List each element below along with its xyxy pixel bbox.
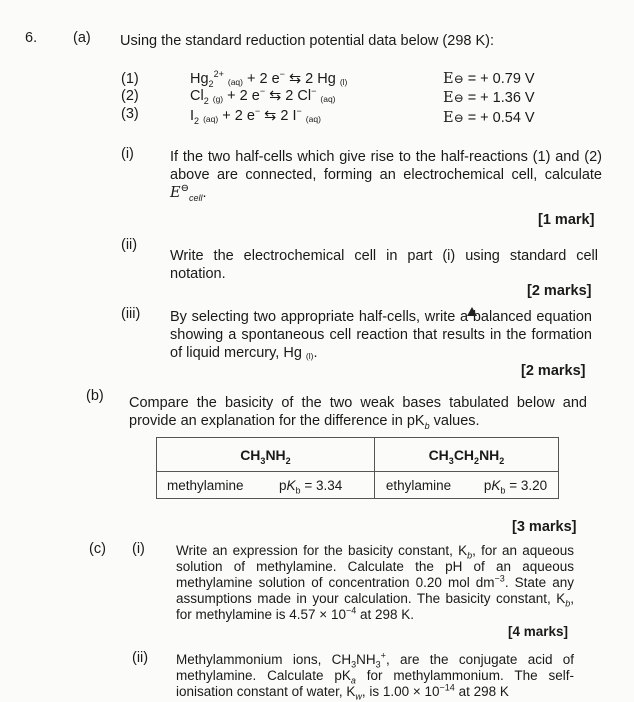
reaction-number: (1) — [121, 71, 139, 87]
table-header-ethylamine: $CH_3CH_2NH_2$ — [374, 438, 558, 472]
sub-i-marks: [1 mark] — [538, 212, 595, 228]
reaction-potential: E⊖ = + 1.36 V — [443, 90, 535, 106]
part-b-label: (b) — [86, 388, 104, 404]
table-cell-methylamine: methylamine $pK_b = 3.34$ — [157, 472, 375, 499]
reaction-potential: E⊖ = + 0.54 V — [443, 110, 535, 126]
bases-table — [156, 437, 559, 499]
part-c-i-marks: [4 marks] — [508, 624, 569, 639]
part-a-intro: Using the standard reduction potential data below (298 K): — [120, 33, 495, 49]
part-c-i-label: (i) — [132, 541, 145, 557]
reaction-potential: E⊖ = + 0.79 V — [443, 71, 535, 87]
part-c-i-text: Write an expression for the basicity constant, $K_b$, for an aqueous solution of methylamine. Calculate the pH of an aqueous methylamine solution of concentration 0.20 mol $dm^{-3}$. State any assumptions made in your calculation. The basicity constant, $K_b$, for methylamine is $4.57 \times 10^{-4}$ at 298 K. — [176, 543, 574, 622]
reaction-equation: $Hg_2^{2+}$ (aq) + 2 e− ⇆ 2 Hg (l) — [190, 69, 348, 89]
sub-iii-text: By selecting two appropriate half-cells, write a balanced equation showing a spontaneous cell reaction that results in the formation of liquid mercury, Hg (l). — [170, 309, 592, 361]
part-a-label: (a) — [73, 30, 91, 46]
reaction-number: (3) — [121, 106, 139, 122]
sub-ii-text: Write the electrochemical cell in part (i) using standard cell notation. — [170, 248, 598, 282]
table-header-methylamine: $CH_3NH_2$ — [157, 438, 375, 472]
part-c-ii-label: (ii) — [132, 650, 149, 666]
reaction-equation: $Cl_2$ (g) + 2 e− ⇆ 2 Cl− (aq) — [190, 86, 336, 106]
part-c-ii-text: Methylammonium ions, $CH_3NH_3^+$, are the conjugate acid of methylamine. Calculate $pK_a$ for methylammonium. The self-ionisation constant of water, $K_w$, is $1.00 \times 10^{-14}$ at 298 K — [176, 650, 575, 702]
part-b-text: Compare the basicity of the two weak bases tabulated below and provide an explanation for the difference in $pK_b$ values. — [129, 395, 587, 431]
sub-i-text: If the two half-cells which give rise to the half-reactions (1) and (2) above are connected, forming an electrochemical cell, calculate $E^⊖_{cell}$. — [170, 149, 602, 203]
sub-ii-marks: [2 marks] — [527, 283, 592, 299]
table-cell-ethylamine: ethylamine $pK_b = 3.20$ — [374, 472, 558, 499]
reaction-number: (2) — [121, 88, 139, 104]
sub-iii-marks: [2 marks] — [521, 363, 586, 379]
sub-ii-label: (ii) — [121, 237, 138, 253]
mouse-cursor-icon — [467, 307, 477, 316]
part-c-label: (c) — [89, 541, 106, 557]
reaction-equation: $I_2$ (aq) + 2 e− ⇆ 2 I− (aq) — [190, 106, 321, 126]
question-number: 6. — [25, 30, 38, 46]
part-b-marks: [3 marks] — [512, 519, 577, 535]
sub-i-label: (i) — [121, 146, 134, 162]
sub-iii-label: (iii) — [121, 306, 141, 322]
